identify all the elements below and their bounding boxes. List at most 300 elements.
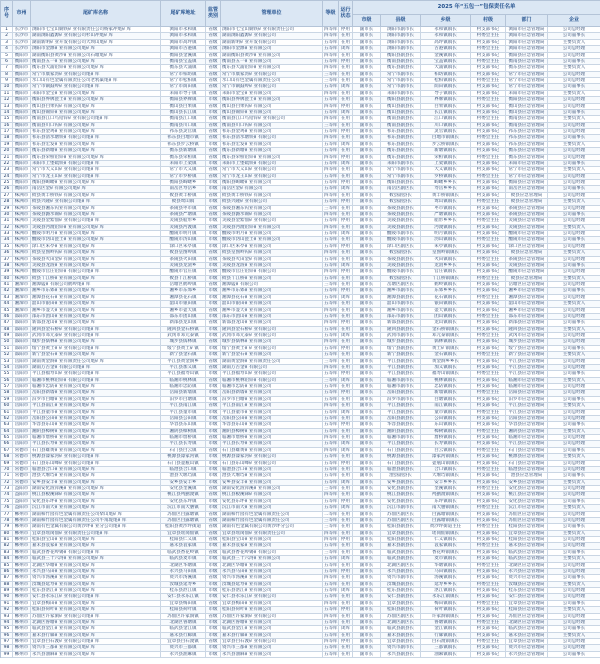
cell-unit: 湖南黄金洞矿业有限责任公司 xyxy=(221,359,323,364)
cell-seq: 95 xyxy=(1,626,13,631)
cell-enterprise: 公司总经理 xyxy=(548,104,600,109)
cell-department: 衡东县应急管理局 xyxy=(506,65,548,70)
cell-category: 省级 xyxy=(206,78,221,83)
cell-grade: 五等库 xyxy=(324,313,338,319)
cell-department: 湘乡市应急管理局 xyxy=(506,308,548,313)
cell-department: 常宁市应急管理局 xyxy=(506,84,548,89)
cell-city: 衡阳市 xyxy=(13,167,31,172)
cell-name: 衡阳县岣嵝矿业有限公司尾矿库 xyxy=(31,180,161,185)
cell-status: 在用 xyxy=(339,116,353,121)
cell-category: 省级 xyxy=(206,512,221,517)
cell-township-level: 新墙镇镇长 xyxy=(421,390,471,395)
cell-city-level: 副市长 xyxy=(353,614,381,619)
cell-enterprise: 公司总经理 xyxy=(548,435,600,440)
cell-status: 在用 xyxy=(339,72,353,77)
cell-seq: 49 xyxy=(1,333,13,338)
cell-name: 资兴市汤溪矿业有限公司尾矿库 xyxy=(31,575,161,580)
cell-enterprise: 公司总经理 xyxy=(548,486,600,491)
cell-seq: 94 xyxy=(1,620,13,625)
cell-township-level: 罗桥镇镇长 xyxy=(421,174,471,179)
cell-village-level: 村支部书记 xyxy=(471,416,506,421)
cell-seq: 77 xyxy=(1,512,13,517)
cell-unit: 石门县东山峰矿业有限公司 xyxy=(221,461,323,466)
header-status: 运行状态 xyxy=(339,1,353,27)
cell-city-level: 副市长 xyxy=(353,339,381,344)
cell-status: 在用 xyxy=(339,575,353,580)
cell-seq: 69 xyxy=(1,461,13,466)
cell-seq: 22 xyxy=(1,161,13,166)
cell-category: 市级 xyxy=(206,594,221,599)
cell-address: 衡南县宝盖镇 xyxy=(161,59,206,64)
cell-seq: 15 xyxy=(1,116,13,121)
cell-status: 在用 xyxy=(339,512,353,517)
cell-city: 岳阳市 xyxy=(13,390,31,395)
cell-unit: 城步县儒林矿业有限公司 xyxy=(221,339,323,344)
cell-unit: 桃江县板溪锑矿有限公司 xyxy=(221,492,323,497)
cell-county-level: 隆回县副县长 xyxy=(381,327,421,332)
cell-county-level: 炎陵县副县长 xyxy=(381,225,421,230)
cell-name: 攸县兴隆矿业有限公司尾矿库 xyxy=(31,199,161,204)
cell-category: 省级 xyxy=(206,225,221,230)
cell-grade: 四等库 xyxy=(324,269,338,275)
cell-unit: 安乡县安丰矿业有限公司 xyxy=(221,480,323,485)
cell-enterprise: 主要负责人 xyxy=(548,301,600,306)
cell-enterprise: 公司总经理 xyxy=(548,218,600,223)
header-county-level: 县级 xyxy=(381,15,421,27)
cell-city-level: 副市长 xyxy=(353,422,381,427)
cell-status: 闭库 xyxy=(339,333,353,338)
cell-county-level: 耒阳市副市长 xyxy=(381,91,421,96)
cell-city-level: 副市长 xyxy=(353,206,381,211)
cell-enterprise: 主要负责人 xyxy=(548,582,600,587)
cell-status: 在用 xyxy=(339,352,353,357)
cell-status: 在用 xyxy=(339,237,353,242)
cell-township-level: 延寿乡乡长 xyxy=(421,582,471,587)
cell-department: 南岳区应急管理局 xyxy=(506,186,548,191)
cell-city-level: 副市长 xyxy=(353,320,381,325)
cell-department: 岳塘区应急管理局 xyxy=(506,282,548,287)
cell-enterprise: 公司总经理 xyxy=(548,594,600,599)
cell-village-level: 村委会主任 xyxy=(471,78,506,83)
cell-grade: 五等库 xyxy=(324,160,338,166)
cell-category: 市级 xyxy=(206,563,221,568)
cell-status: 停用 xyxy=(339,346,353,351)
cell-enterprise: 主要负责人 xyxy=(548,225,600,230)
cell-township-level: 沩山镇镇长 xyxy=(421,237,471,242)
cell-address: 茶陵县严塘镇 xyxy=(161,212,206,217)
cell-address: 临武县金江镇 xyxy=(161,626,206,631)
cell-address: 宜章县白石渡镇 xyxy=(161,639,206,644)
cell-township-level: 长寿镇镇长 xyxy=(421,441,471,446)
cell-township-level: 东坪镇镇长 xyxy=(421,499,471,504)
cell-county-level: 桂阳县副县长 xyxy=(381,524,421,529)
cell-department: 绥宁县应急管理局 xyxy=(506,346,548,351)
cell-status: 停用 xyxy=(339,607,353,612)
cell-enterprise: 公司总经理 xyxy=(548,314,600,319)
cell-unit: 炎陵县沔渡铅锌矿业有限公司 xyxy=(221,225,323,230)
cell-department: 茶陵县应急管理局 xyxy=(506,257,548,262)
cell-enterprise: 公司总经理 xyxy=(548,269,600,274)
cell-name: 祁东县宏发矿业有限公司尾矿库 xyxy=(31,142,161,147)
cell-seq: 13 xyxy=(1,104,13,109)
cell-seq: 68 xyxy=(1,454,13,459)
cell-township-level: 漆家河镇镇长 xyxy=(421,454,471,459)
cell-enterprise: 公司董事长 xyxy=(548,626,600,631)
cell-address: 浏阳市永和镇 xyxy=(161,33,206,38)
cell-village-level: 村委会主任 xyxy=(471,620,506,625)
cell-unit: 湖南安化渣滓溪矿业有限公司 xyxy=(221,486,323,491)
cell-address: 北湖区华塘镇 xyxy=(161,563,206,568)
cell-unit: 攸县丫江桥矿业有限公司 xyxy=(221,276,323,281)
cell-department: 炎陵县应急管理局 xyxy=(506,225,548,230)
cell-unit: 隆回县金石桥矿业有限公司 xyxy=(221,327,323,332)
cell-department: 隆回县应急管理局 xyxy=(506,327,548,332)
cell-status: 在用 xyxy=(339,78,353,83)
cell-city: 岳阳市 xyxy=(13,422,31,427)
cell-seq: 34 xyxy=(1,237,13,242)
cell-county-level: 湘乡市副市长 xyxy=(381,308,421,313)
cell-unit: 祁东县清水塘铁矿有限公司 xyxy=(221,135,323,140)
cell-department: 攸县应急管理局 xyxy=(506,250,548,255)
cell-name: 隆回县金石桥矿业有限公司尾矿库 xyxy=(31,327,161,332)
cell-township-level: 鸾山镇镇长 xyxy=(421,199,471,204)
cell-grade: 四等库 xyxy=(324,65,338,71)
table-body xyxy=(1,27,600,658)
cell-county-level: 衡南县副县长 xyxy=(381,59,421,64)
cell-name: 汝城县延寿矿业有限公司尾矿库 xyxy=(31,582,161,587)
cell-department: 浏阳市应急管理局 xyxy=(506,46,548,51)
cell-city: 湘潭市 xyxy=(13,295,31,300)
cell-name: 湖南有色金属有限公司黄沙坪矿业分公司尾矿库 xyxy=(31,524,161,529)
cell-status: 在用 xyxy=(339,135,353,140)
cell-enterprise: 公司总经理 xyxy=(548,174,600,179)
cell-department: 桂东县应急管理局 xyxy=(506,588,548,593)
cell-city: 岳阳市 xyxy=(13,403,31,408)
cell-county-level: 衡南县副县长 xyxy=(381,116,421,121)
cell-name: 湘阴县樟树矿业有限公司尾矿库 xyxy=(31,429,161,434)
header-township-level: 乡级 xyxy=(421,15,471,27)
header-city-level: 市级 xyxy=(353,15,381,27)
cell-grade: 四等库 xyxy=(324,639,338,644)
cell-unit: 茶陵县火田金矿有限公司 xyxy=(221,257,323,262)
cell-grade: 四等库 xyxy=(324,613,338,619)
cell-department: 宜章县应急管理局 xyxy=(506,601,548,606)
cell-enterprise: 公司董事长 xyxy=(548,575,600,580)
cell-village-level: 村委会主任 xyxy=(471,390,506,395)
cell-county-level: 常宁市副市长 xyxy=(381,167,421,172)
cell-department: 宜章县应急管理局 xyxy=(506,531,548,536)
cell-seq: 6 xyxy=(1,59,13,64)
cell-category: 省级 xyxy=(206,33,221,38)
cell-township-level: 壶天镇镇长 xyxy=(421,308,471,313)
cell-category: 市级 xyxy=(206,110,221,115)
cell-township-level: 许家洞镇镇长 xyxy=(421,614,471,619)
cell-village-level: 村支部书记 xyxy=(471,556,506,561)
cell-seq: 85 xyxy=(1,563,13,568)
cell-city-level: 副市长 xyxy=(353,378,381,383)
cell-city-level: 副市长 xyxy=(353,135,381,140)
cell-village-level: 村委会主任 xyxy=(471,371,506,376)
cell-grade: 五等库 xyxy=(324,46,338,52)
cell-name: 湖南浏阳鑫源矿业有限公司杉山冲尾矿库 xyxy=(31,33,161,38)
cell-category: 省级 xyxy=(206,53,221,58)
cell-township-level: 麦市镇镇长 xyxy=(421,556,471,561)
cell-status: 在用 xyxy=(339,473,353,478)
cell-unit: 石门县雄黄矿业有限公司 xyxy=(221,448,323,453)
cell-city-level: 副市长 xyxy=(353,212,381,217)
cell-city-level: 副市长 xyxy=(353,72,381,77)
cell-department: 安乡县应急管理局 xyxy=(506,480,548,485)
cell-city-level: 副市长 xyxy=(353,441,381,446)
cell-township-level: 金溪镇镇长 xyxy=(421,53,471,58)
cell-unit: 临澧县合口矿业有限公司 xyxy=(221,467,323,472)
cell-village-level: 村支部书记 xyxy=(471,378,506,383)
cell-village-level: 村支部书记 xyxy=(471,244,506,249)
cell-seq: 9 xyxy=(1,78,13,83)
cell-address: 平江县福寿山镇 xyxy=(161,371,206,376)
cell-city-level: 副市长 xyxy=(353,537,381,542)
cell-category: 市级 xyxy=(206,645,221,650)
cell-unit: 耒阳市金宝矿业有限公司 xyxy=(221,91,323,96)
cell-category: 市级 xyxy=(206,237,221,242)
cell-department: 衡山县应急管理局 xyxy=(506,110,548,115)
cell-county-level: 常宁市副市长 xyxy=(381,84,421,89)
cell-seq: 48 xyxy=(1,327,13,332)
cell-unit: 临武县金江矿业有限公司 xyxy=(221,626,323,631)
cell-township-level: 南江镇镇长 xyxy=(421,403,471,408)
cell-township-level: 灵官镇镇长 xyxy=(421,129,471,134)
cell-village-level: 村委会主任 xyxy=(471,237,506,242)
cell-enterprise: 公司总经理 xyxy=(548,129,600,134)
cell-city-level: 副市长 xyxy=(353,282,381,287)
cell-city: 岳阳市 xyxy=(13,435,31,440)
cell-city-level: 副市长 xyxy=(353,180,381,185)
cell-department: 湘乡市应急管理局 xyxy=(506,288,548,293)
cell-status: 在用 xyxy=(339,123,353,128)
cell-department: 衡南县应急管理局 xyxy=(506,116,548,121)
cell-village-level: 村支部书记 xyxy=(471,633,506,638)
cell-enterprise: 公司董事长 xyxy=(548,84,600,89)
cell-county-level: 浏阳市副市长 xyxy=(381,46,421,51)
cell-seq: 54 xyxy=(1,365,13,370)
cell-grade: 五等库 xyxy=(324,415,338,421)
cell-address: 平江县黄金洞乡 xyxy=(161,359,206,364)
cell-address: 桃江县鸬鹚渡镇 xyxy=(161,492,206,497)
cell-name: 永兴县马田矿业有限公司尾矿库 xyxy=(31,569,161,574)
cell-category: 市级 xyxy=(206,288,221,293)
cell-enterprise: 公司总经理 xyxy=(548,563,600,568)
cell-township-level: 金石镇镇长 xyxy=(421,352,471,357)
cell-status: 停用 xyxy=(339,461,353,466)
cell-township-level: 导子镇镇长 xyxy=(421,91,471,96)
cell-enterprise: 主要负责人 xyxy=(548,65,600,70)
cell-county-level: 平江县副县长 xyxy=(381,403,421,408)
cell-grade: 五等库 xyxy=(324,588,338,593)
cell-village-level: 村支部书记 xyxy=(471,480,506,485)
cell-enterprise: 公司总经理 xyxy=(548,384,600,389)
cell-department: 苏仙区应急管理局 xyxy=(506,512,548,517)
cell-seq: 62 xyxy=(1,416,13,421)
cell-status: 闭库 xyxy=(339,263,353,268)
cell-unit: 平江县长寿矿业有限公司 xyxy=(221,441,323,446)
cell-seq: 47 xyxy=(1,320,13,325)
cell-category: 省级 xyxy=(206,575,221,580)
cell-category: 省级 xyxy=(206,550,221,555)
cell-status: 在用 xyxy=(339,314,353,319)
cell-status: 闭库 xyxy=(339,626,353,631)
cell-category: 省级 xyxy=(206,524,221,529)
cell-address: 苏仙区白露塘镇 xyxy=(161,512,206,517)
cell-unit: 沅江市南大矿业有限公司 xyxy=(221,505,323,510)
cell-status: 停用 xyxy=(339,371,353,376)
cell-grade: 五等库 xyxy=(324,294,338,300)
cell-enterprise: 公司总经理 xyxy=(548,53,600,58)
cell-county-level: 浏阳市副市长 xyxy=(381,40,421,45)
cell-enterprise: 主要负责人 xyxy=(548,531,600,536)
cell-name: 桂阳县宝山矿业有限公司尾矿库 xyxy=(31,537,161,542)
cell-township-level: 三都镇镇长 xyxy=(421,645,471,650)
cell-grade: 四等库 xyxy=(324,33,338,39)
cell-township-level: 沔渡镇镇长 xyxy=(421,225,471,230)
cell-village-level: 村支部书记 xyxy=(471,435,506,440)
cell-seq: 88 xyxy=(1,582,13,587)
cell-grade: 五等库 xyxy=(324,384,338,389)
cell-department: 临澧县应急管理局 xyxy=(506,467,548,472)
cell-unit: 炎陵县金紫仙矿业有限公司 xyxy=(221,218,323,223)
cell-department: 武冈市应急管理局 xyxy=(506,333,548,338)
cell-name: 安化县东坪矿业有限公司尾矿库 xyxy=(31,499,161,504)
cell-unit: 衡南县川口钨矿有限公司 xyxy=(221,123,323,128)
cell-seq: 35 xyxy=(1,244,13,249)
cell-county-level: 城步县副县长 xyxy=(381,339,421,344)
cell-enterprise: 主要负责人 xyxy=(548,40,600,45)
cell-status: 在用 xyxy=(339,518,353,523)
cell-unit: 桂阳县荷叶矿业有限公司 xyxy=(221,607,323,612)
cell-name: 沅江市南大矿业有限公司尾矿库 xyxy=(31,505,161,510)
cell-status: 在用 xyxy=(339,543,353,548)
cell-address: 桂阳县黄沙坪街道 xyxy=(161,524,206,529)
cell-county-level: 邵东市副市长 xyxy=(381,314,421,319)
cell-status: 在用 xyxy=(339,40,353,45)
cell-seq: 99 xyxy=(1,652,13,657)
cell-township-level: 儒林镇镇长 xyxy=(421,339,471,344)
cell-address: 南岳区寿岳乡 xyxy=(161,186,206,191)
cell-category: 市级 xyxy=(206,295,221,300)
cell-unit: 茶陵县湘东钨业有限公司 xyxy=(221,206,323,211)
cell-township-level: 江口镇镇长 xyxy=(421,116,471,121)
cell-county-level: 衡东县副县长 xyxy=(381,65,421,70)
cell-township-level: 黄沙坪街道主任 xyxy=(421,524,471,529)
cell-grade: 五等库 xyxy=(324,97,338,103)
cell-city: 常德市 xyxy=(13,448,31,453)
cell-city-level: 副市长 xyxy=(353,27,381,32)
cell-enterprise: 公司董事长 xyxy=(548,212,600,217)
cell-department: 资兴市应急管理局 xyxy=(506,575,548,580)
cell-city-level: 副市长 xyxy=(353,346,381,351)
cell-department: 衡阳县应急管理局 xyxy=(506,53,548,58)
cell-seq: 7 xyxy=(1,65,13,70)
cell-village-level: 村支部书记 xyxy=(471,359,506,364)
cell-status: 停用 xyxy=(339,155,353,160)
cell-seq: 78 xyxy=(1,518,13,523)
cell-township-level: 枣市镇镇长 xyxy=(421,206,471,211)
cell-village-level: 村委会主任 xyxy=(471,601,506,606)
header-unit: 管理单位 xyxy=(221,1,323,27)
cell-seq: 63 xyxy=(1,422,13,427)
cell-city-level: 副市长 xyxy=(353,308,381,313)
cell-city-level: 副市长 xyxy=(353,390,381,395)
cell-name: 衡南县五一矿业有限公司尾矿库 xyxy=(31,59,161,64)
cell-seq: 75 xyxy=(1,499,13,504)
cell-city-level: 副市长 xyxy=(353,410,381,415)
cell-name: 衡南县川口钨矿有限公司尾矿库 xyxy=(31,123,161,128)
cell-seq: 71 xyxy=(1,473,13,478)
cell-township-level: 东郊乡乡长 xyxy=(421,288,471,293)
cell-grade: 五等库 xyxy=(324,568,338,574)
cell-city-level: 副市长 xyxy=(353,250,381,255)
cell-county-level: 衡山县副县长 xyxy=(381,110,421,115)
cell-township-level: 金江镇镇长 xyxy=(421,626,471,631)
cell-county-level: 宜章县副县长 xyxy=(381,639,421,644)
cell-address: 衡阳县金溪镇 xyxy=(161,53,206,58)
cell-city-level: 副市长 xyxy=(353,467,381,472)
cell-unit: 桂阳县宝山矿业有限公司 xyxy=(221,537,323,542)
cell-county-level: 常宁市副市长 xyxy=(381,72,421,77)
cell-city-level: 副市长 xyxy=(353,499,381,504)
cell-category: 省级 xyxy=(206,59,221,64)
cell-category: 省级 xyxy=(206,403,221,408)
cell-unit: 湖南新明矿业开发有限公司 xyxy=(221,40,323,45)
cell-city-level: 副市长 xyxy=(353,116,381,121)
cell-category: 市级 xyxy=(206,607,221,612)
cell-department: 嘉禾县应急管理局 xyxy=(506,543,548,548)
cell-name: 炎陵县龙渣矿业有限公司尾矿库 xyxy=(31,263,161,268)
cell-address: 衡东县新塘镇 xyxy=(161,148,206,153)
cell-township-level: 梅田镇镇长 xyxy=(421,601,471,606)
cell-unit: 常宁市铜鼓岭矿业有限公司 xyxy=(221,84,323,89)
cell-status: 在用 xyxy=(339,167,353,172)
cell-city-level: 副市长 xyxy=(353,461,381,466)
cell-county-level: 衡东县副县长 xyxy=(381,148,421,153)
cell-county-level: 茶陵县副县长 xyxy=(381,206,421,211)
cell-city: 衡阳市 xyxy=(13,135,31,140)
cell-department: 浏阳市应急管理局 xyxy=(506,33,548,38)
cell-department: 衡东县应急管理局 xyxy=(506,148,548,153)
cell-unit: 桃源县漆家河矿业有限公司 xyxy=(221,454,323,459)
cell-name: 攸县丫江桥矿业有限公司尾矿库 xyxy=(31,276,161,281)
cell-unit: 醴陵市明月矿业有限公司 xyxy=(221,231,323,236)
cell-name: 湖南柿竹园有色金属有限责任公司柴山尾矿库 xyxy=(31,512,161,517)
cell-name: 炎陵县沔渡铅锌矿业有限公司尾矿库 xyxy=(31,225,161,230)
header-name: 尾矿库名称 xyxy=(31,1,161,27)
cell-village-level: 村支部书记 xyxy=(471,327,506,332)
cell-address: 资兴市三都镇 xyxy=(161,645,206,650)
cell-category: 省级 xyxy=(206,378,221,383)
cell-category: 市级 xyxy=(206,461,221,466)
cell-county-level: 衡阳县副县长 xyxy=(381,53,421,58)
cell-grade: 五等库 xyxy=(324,441,338,447)
cell-name: 临湘市忠防矿业有限公司尾矿库 xyxy=(31,384,161,389)
cell-status: 在用 xyxy=(339,359,353,364)
cell-department: 耒阳市应急管理局 xyxy=(506,161,548,166)
cell-name: 临武县香花岭锡矿有限公司尾矿库 xyxy=(31,550,161,555)
cell-department: 渌口区应急管理局 xyxy=(506,244,548,249)
cell-enterprise: 公司总经理 xyxy=(548,231,600,236)
cell-enterprise: 公司董事长 xyxy=(548,33,600,38)
cell-address: 湘潭县花石镇 xyxy=(161,295,206,300)
cell-address: 澧县大堰垱镇 xyxy=(161,473,206,478)
cell-enterprise: 主要负责人 xyxy=(548,505,600,510)
